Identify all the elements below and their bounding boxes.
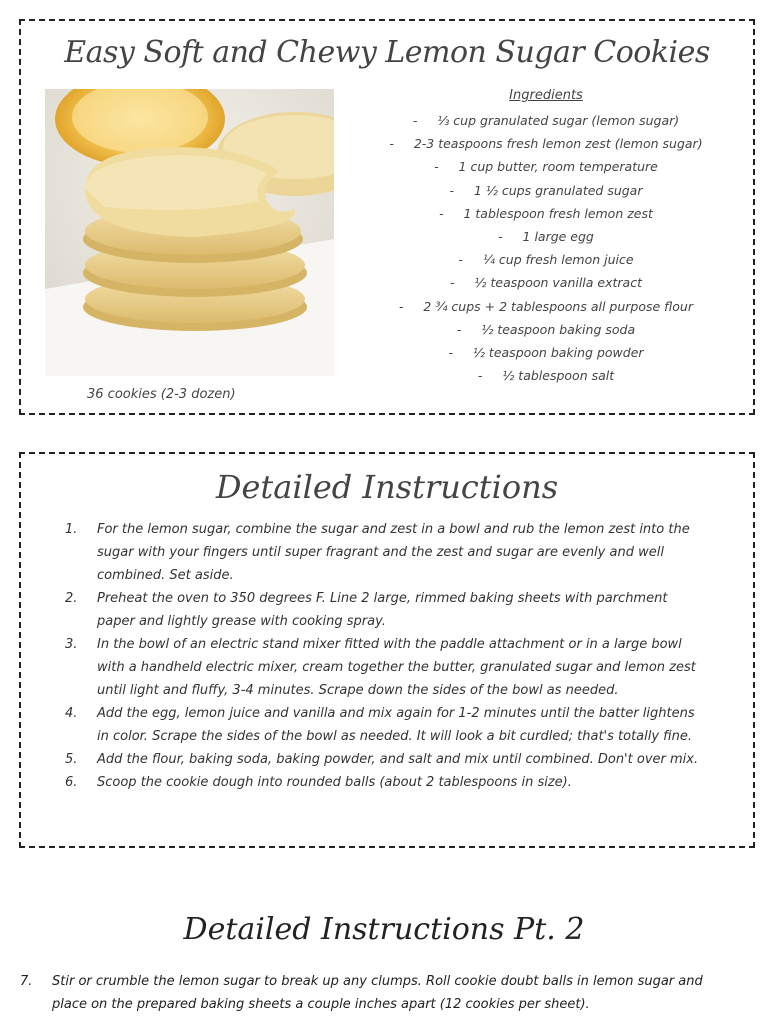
instruction-step	[65, 587, 705, 633]
recipe-title: Easy Soft and Chewy Lemon Sugar Cookies	[64, 35, 710, 70]
ingredient-item: - ½ tablespoon salt	[351, 364, 741, 387]
step-number: 2.	[65, 591, 78, 606]
step-text: Add the egg, lemon juice and vanilla and mix again for 1-2 minutes until the batter lightens in color. Scrape the sides of the bowl as needed. It will look a bit curdled; that's totally fine.	[97, 706, 695, 744]
instruction-step	[65, 518, 705, 587]
step-text: Preheat the oven to 350 degrees F. Line 2 large, rimmed baking sheets with parchment paper and lightly grease with cooking spray.	[97, 591, 668, 629]
ingredient-item: - 1 ½ cups granulated sugar	[351, 179, 741, 202]
step-text: Stir or crumble the lemon sugar to break up any clumps. Roll cookie doubt balls in lemon sugar and place on the prepared baking sheets a couple inches apart (12 cookies per sheet).	[52, 974, 703, 1012]
step-number: 3.	[65, 637, 78, 652]
step-number: 6.	[65, 775, 78, 790]
instruction-step	[65, 633, 705, 702]
ingredient-item: - 2-3 teaspoons fresh lemon zest (lemon sugar)	[351, 132, 741, 155]
cookie-stack-image	[45, 89, 334, 376]
step-text: In the bowl of an electric stand mixer fitted with the paddle attachment or in a large bowl with a handheld electric mixer, cream together the butter, granulated sugar and lemon zest until light and fluffy, 3-4 minutes. Scrape down the sides of the bowl as needed.	[97, 637, 696, 698]
ingredient-item: - 2 ¾ cups + 2 tablespoons all purpose flour	[351, 295, 741, 318]
ingredient-item: - 1 large egg	[351, 225, 741, 248]
instruction-step	[65, 702, 705, 748]
instruction-step	[65, 771, 705, 794]
step-text: Scoop the cookie dough into rounded balls (about 2 tablespoons in size).	[97, 775, 572, 790]
step-number: 5.	[65, 752, 78, 767]
step-number: 7.	[20, 974, 33, 989]
cookie-photo	[45, 89, 334, 376]
ingredient-item: - ½ teaspoon baking soda	[351, 318, 741, 341]
instruction-step	[65, 748, 705, 771]
instructions-pt2-list	[20, 970, 720, 1016]
ingredient-item: - ½ teaspoon baking powder	[351, 341, 741, 364]
instructions-list	[65, 518, 705, 794]
ingredient-item: - ⅓ cup granulated sugar (lemon sugar)	[351, 109, 741, 132]
step-text: For the lemon sugar, combine the sugar and zest in a bowl and rub the lemon zest into the sugar with your fingers until super fragrant and the zest and sugar are evenly and well combined. Set aside.	[97, 522, 690, 583]
ingredient-item: - ½ teaspoon vanilla extract	[351, 271, 741, 294]
recipe-card	[19, 19, 755, 415]
instructions-pt2-title: Detailed Instructions Pt. 2	[183, 912, 585, 947]
ingredients-list	[351, 109, 741, 387]
step-number: 1.	[65, 522, 78, 537]
step-number: 4.	[65, 706, 78, 721]
instruction-step	[20, 970, 720, 1016]
instructions-title: Detailed Instructions	[215, 468, 559, 506]
ingredient-item: - ¼ cup fresh lemon juice	[351, 248, 741, 271]
ingredients-heading: Ingredients	[509, 88, 583, 103]
ingredients-section	[351, 87, 741, 387]
ingredient-item: - 1 cup butter, room temperature	[351, 155, 741, 178]
step-text: Add the flour, baking soda, baking powder, and salt and mix until combined. Don't over mix.	[97, 752, 699, 767]
recipe-yield: 36 cookies (2-3 dozen)	[87, 387, 236, 402]
ingredient-item: - 1 tablespoon fresh lemon zest	[351, 202, 741, 225]
instructions-card	[19, 452, 755, 848]
